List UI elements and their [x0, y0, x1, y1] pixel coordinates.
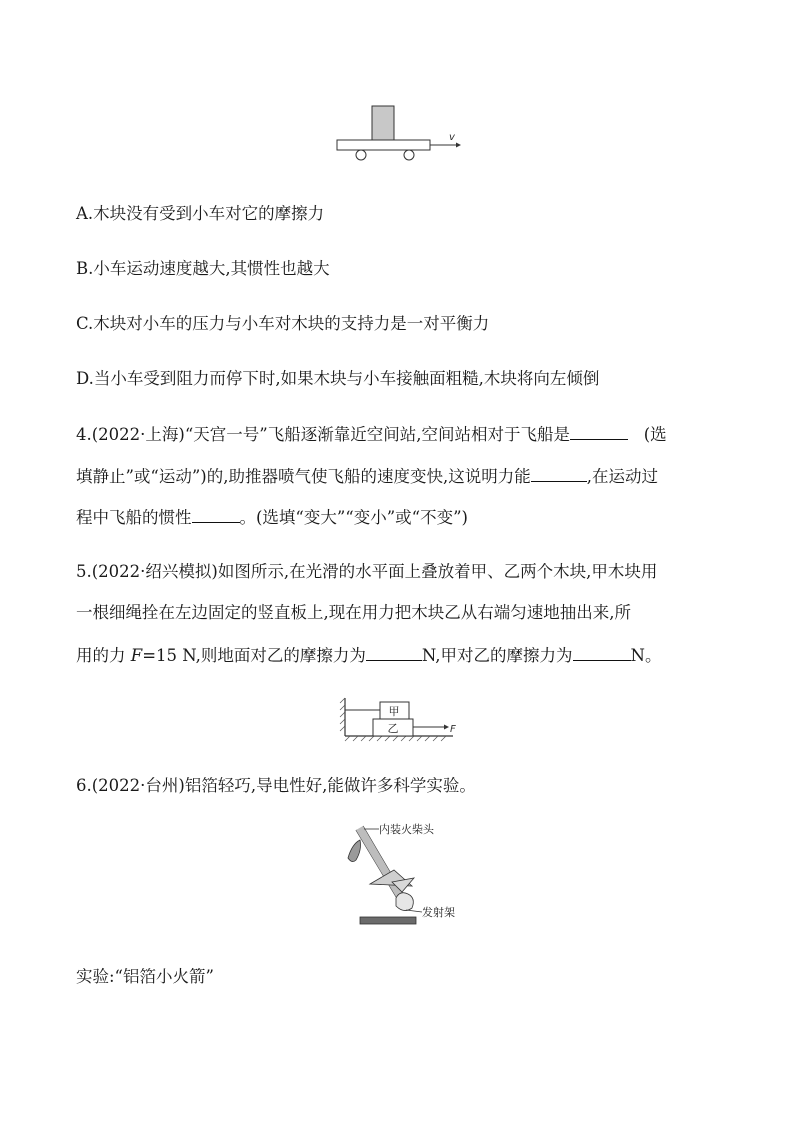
experiment-title: 实验:“铝箔小火箭” [76, 967, 214, 986]
cart-wheel-left [356, 150, 366, 160]
question-4-line-3 [76, 507, 468, 528]
question-5-line-2: 一根细绳拴在左边固定的竖直板上,现在用力把木块乙从右端匀速地抽出来,所 [76, 603, 631, 622]
q4-text-4: ,在运动过 [586, 467, 658, 486]
answer-blank-3[interactable] [192, 507, 240, 523]
block-yi-label: 乙 [387, 722, 399, 735]
answer-blank-2[interactable] [531, 466, 587, 482]
foil-rocket-figure [338, 820, 478, 932]
option-a: A.木块没有受到小车对它的摩擦力 [76, 204, 325, 223]
force-label: F [450, 724, 456, 735]
answer-blank-5[interactable] [573, 645, 631, 661]
cart-wheel-right [404, 150, 414, 160]
cart-body [337, 140, 430, 150]
option-d: D.当小车受到阻力而停下时,如果木块与小车接触面粗糙,木块将向左倾倒 [76, 369, 600, 388]
question-4-line-2 [76, 466, 658, 487]
label-match-heads: 内装火柴头 [379, 823, 434, 836]
force-symbol: F [130, 646, 143, 665]
question-5-line-3 [76, 645, 661, 666]
leader-line-bottom [406, 910, 422, 912]
question-4-line-1 [76, 424, 667, 445]
answer-blank-4[interactable] [366, 645, 422, 661]
q4-text-1: 4.(2022·上海)“天宫一号”飞船逐渐靠近空间站,空间站相对于飞船是 [76, 425, 570, 444]
q5-text-3: N,甲对乙的摩擦力为 [421, 646, 573, 665]
option-b: B.小车运动速度越大,其惯性也越大 [76, 259, 330, 278]
stacked-blocks-figure [338, 694, 463, 744]
q4-text-6: 。(选填“变大”“变小”或“不变”) [239, 508, 468, 527]
force-arrowhead [444, 725, 449, 730]
q4-text-5: 程中飞船的惯性 [76, 508, 192, 527]
q4-text-2: (选 [643, 425, 667, 444]
q4-text-3: 填静止”或“运动”)的,助推器喷气使飞船的速度变快,这说明力能 [76, 467, 531, 486]
option-c: C.木块对小车的压力与小车对木块的支持力是一对平衡力 [76, 314, 490, 333]
wooden-block [372, 106, 394, 140]
q5-text-4: N。 [630, 646, 662, 665]
answer-blank-1[interactable] [570, 424, 628, 440]
block-jia-label: 甲 [388, 705, 400, 718]
velocity-arrowhead [456, 143, 461, 148]
q5-text-2: =15 N,则地面对乙的摩擦力为 [142, 646, 366, 665]
velocity-label: v [449, 132, 455, 143]
launch-stand [360, 917, 416, 924]
foil-cap [348, 840, 361, 862]
q5-text-1: 用的力 [76, 646, 131, 665]
question-5-line-1: 5.(2022·绍兴模拟)如图所示,在光滑的水平面上叠放着甲、乙两个木块,甲木块用 [76, 562, 658, 581]
label-launch-stand: 发射架 [422, 906, 455, 919]
foil-base [396, 893, 413, 911]
cart-block-figure [330, 98, 470, 168]
question-6-line-1: 6.(2022·台州)铝箔轻巧,导电性好,能做许多科学实验。 [76, 776, 476, 795]
